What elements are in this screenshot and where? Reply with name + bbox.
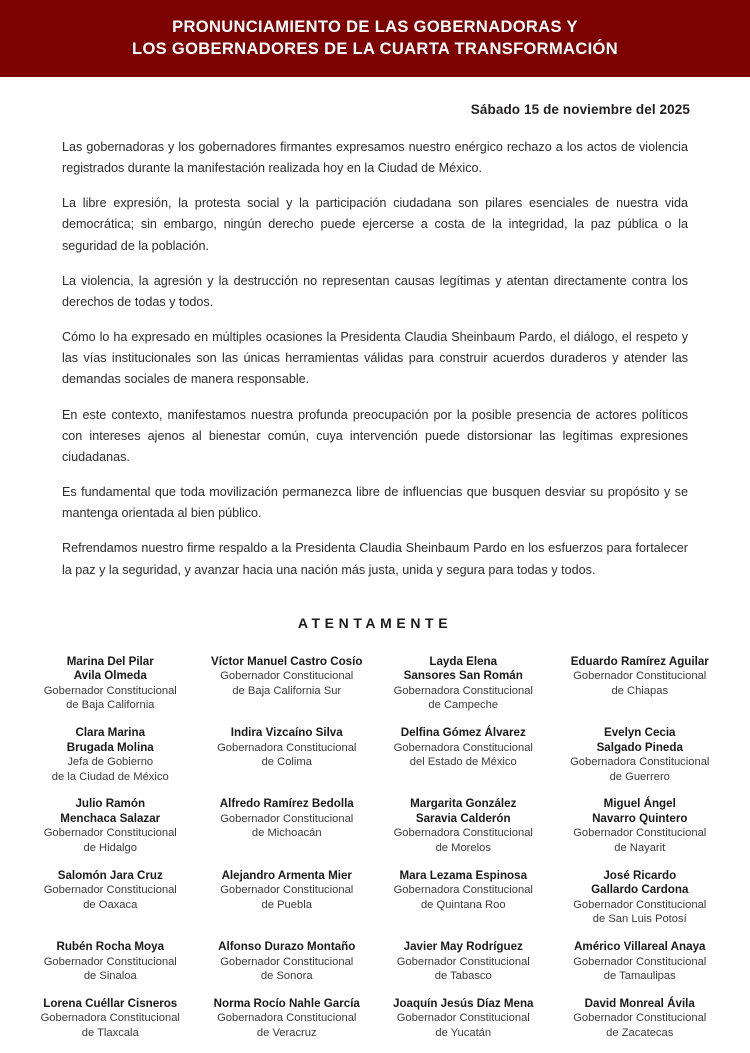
- signatory-cell: [552, 869, 729, 940]
- signatory-name-line-2: Sansores San Román: [403, 669, 523, 683]
- signatory-place: de Baja California: [66, 699, 155, 712]
- signatory-place: de Tamaulipas: [603, 970, 676, 983]
- signatory-name-line-1: José Ricardo: [603, 868, 677, 882]
- signatory-name-line-1: Evelyn Cecia: [603, 725, 676, 739]
- signatory-role: Gobernador Constitucional: [573, 955, 707, 968]
- signatory-name-line-1: Layda Elena: [429, 654, 498, 668]
- signatory-role: Gobernador Constitucional: [396, 955, 530, 968]
- signatory-place: de Quintana Roo: [420, 898, 506, 911]
- signatory-place: del Estado de México: [409, 756, 517, 769]
- signatory-place: de Nayarit: [614, 842, 666, 855]
- signatory-place: de Puebla: [261, 898, 312, 911]
- signatory-name-line-2: Gallardo Cardona: [591, 883, 689, 897]
- signatory-role: Gobernadora Constitucional: [570, 756, 710, 769]
- signatory-name-line-1: Alfredo Ramírez Bedolla: [219, 797, 354, 811]
- signatory-cell: [552, 797, 729, 868]
- signatory-name-line-1: Víctor Manuel Castro Cosío: [211, 654, 363, 668]
- signatory-cell: [199, 997, 376, 1053]
- signatory-role: Gobernador Constitucional: [396, 1012, 530, 1025]
- signatory-role: Gobernadora Constitucional: [393, 884, 533, 897]
- signatory-place: de Sinaloa: [83, 970, 137, 983]
- paragraph-1: Las gobernadoras y los gobernadores firmantes expresamos nuestro enérgico rechazo a los actos de violencia registrados durante la manifestación realizada hoy en la Ciudad de México.: [62, 140, 688, 176]
- signatory-cell: [375, 869, 552, 940]
- signatory-name-line-1: Mara Lezama Espinosa: [399, 868, 528, 882]
- signatory-name-line-2: Saravia Calderón: [415, 811, 511, 825]
- signatory-place: de San Luis Potosí: [592, 913, 687, 926]
- signatory-name-line-1: Indira Vizcaíno Silva: [230, 725, 343, 739]
- signatory-cell: [552, 726, 729, 797]
- signatory-name-line-1: Javier May Rodríguez: [403, 939, 523, 953]
- signatory-cell: [552, 997, 729, 1053]
- signatory-cell: [22, 940, 199, 997]
- signatory-place: de Morelos: [435, 842, 491, 855]
- document-title-line-1: PRONUNCIAMIENTO DE LAS GOBERNADORAS Y: [172, 17, 578, 36]
- signatory-name-line-2: Brugada Molina: [66, 740, 154, 754]
- signatory-place: de Zacatecas: [606, 1026, 674, 1039]
- signatory-name-line-1: David Monreal Ávila: [584, 996, 695, 1010]
- signatory-role: Gobernador Constitucional: [43, 684, 177, 697]
- signatory-role: Gobernador Constitucional: [220, 670, 354, 683]
- signatory-name-line-1: Clara Marina: [75, 725, 146, 739]
- signatory-name-line-1: Margarita González: [410, 797, 517, 811]
- signatory-role: Jefa de Gobierno: [67, 756, 154, 769]
- signatory-cell: [22, 726, 199, 797]
- signatory-role: Gobernadora Constitucional: [217, 1012, 357, 1025]
- signatory-cell: [199, 940, 376, 997]
- signatory-name-line-1: Eduardo Ramírez Aguilar: [570, 654, 709, 668]
- signatory-place: de Campeche: [428, 699, 499, 712]
- header-banner: [0, 0, 750, 77]
- date-row: [0, 77, 750, 119]
- signatory-role: Gobernador Constitucional: [573, 670, 707, 683]
- signatory-name-line-1: Alejandro Armenta Mier: [221, 868, 352, 882]
- signatories-grid: [0, 633, 750, 1053]
- signatory-place: de la Ciudad de México: [51, 770, 169, 783]
- signatory-name-line-1: Marina Del Pilar: [66, 654, 154, 668]
- signatory-cell: [552, 940, 729, 997]
- signatory-role: Gobernadora Constitucional: [40, 1012, 180, 1025]
- signatory-name-line-1: Rubén Rocha Moya: [56, 939, 165, 953]
- signatory-place: de Tabasco: [434, 970, 492, 983]
- document-date: Sábado 15 de noviembre del 2025: [470, 102, 690, 117]
- signatory-place: de Hidalgo: [83, 842, 137, 855]
- signatory-cell: [22, 869, 199, 940]
- signatory-place: de Chiapas: [611, 684, 669, 697]
- paragraph-6: Es fundamental que toda movilización permanezca libre de influencias que busquen desviar su propósito y se mantenga orientada al bien público.: [62, 485, 688, 521]
- signatory-role: Gobernadora Constitucional: [393, 684, 533, 697]
- closing-salutation: ATENTAMENTE: [297, 614, 453, 631]
- signatory-role: Gobernador Constitucional: [220, 812, 354, 825]
- signatory-place: de Guerrero: [609, 770, 670, 783]
- signatory-place: de Sonora: [260, 970, 313, 983]
- signatory-name-line-2: Navarro Quintero: [592, 811, 688, 825]
- signatory-cell: [552, 655, 729, 726]
- paragraph-7: Refrendamos nuestro firme respaldo a la Presidenta Claudia Sheinbaum Pardo en los esfuerzos para fortalecer la paz y la seguridad, y avanzar hacia una nación más justa, unida y segura para todas y todos.: [62, 541, 688, 577]
- signatory-name-line-1: Julio Ramón: [75, 797, 146, 811]
- signatory-place: de Tlaxcala: [81, 1026, 139, 1039]
- signatory-name-line-1: Lorena Cuéllar Cisneros: [43, 996, 178, 1010]
- signatory-role: Gobernador Constitucional: [573, 898, 707, 911]
- signatory-cell: [22, 655, 199, 726]
- signatory-place: de Yucatán: [435, 1026, 492, 1039]
- signatory-role: Gobernador Constitucional: [573, 1012, 707, 1025]
- body-copy: [0, 119, 750, 581]
- signatory-cell: [22, 797, 199, 868]
- signatory-name-line-2: Menchaca Salazar: [60, 811, 161, 825]
- signatory-cell: [199, 869, 376, 940]
- signatory-cell: [22, 997, 199, 1053]
- signatory-cell: [375, 655, 552, 726]
- document-title-line-2: LOS GOBERNADORES DE LA CUARTA TRANSFORMACIÓN: [132, 39, 618, 58]
- signatory-name-line-1: Salomón Jara Cruz: [57, 868, 163, 882]
- signatory-place: de Oaxaca: [83, 898, 138, 911]
- signatory-cell: [199, 797, 376, 868]
- signatory-role: Gobernadora Constitucional: [393, 741, 533, 754]
- signatory-cell: [375, 940, 552, 997]
- closing-row: [0, 581, 750, 633]
- signatory-role: Gobernador Constitucional: [220, 955, 354, 968]
- paragraph-4: Cómo lo ha expresado en múltiples ocasiones la Presidenta Claudia Sheinbaum Pardo, el diálogo, el respeto y las vías institucionales son las únicas herramientas válidas para construir acuerdos duraderos y atender las demandas sociales de manera responsable.: [62, 330, 688, 387]
- signatory-role: Gobernador Constitucional: [43, 827, 177, 840]
- signatory-place: de Colima: [261, 756, 312, 769]
- signatory-name-line-1: Delfina Gómez Álvarez: [400, 725, 526, 739]
- signatory-role: Gobernadora Constitucional: [393, 827, 533, 840]
- signatory-name-line-2: Salgado Pineda: [596, 740, 683, 754]
- signatory-role: Gobernador Constitucional: [43, 884, 177, 897]
- signatory-cell: [199, 726, 376, 797]
- signatory-name-line-1: Alfonso Durazo Montaño: [218, 939, 356, 953]
- paragraph-5: En este contexto, manifestamos nuestra profunda preocupación por la posible presencia de actores políticos con intereses ajenos al bienestar común, cuya intervención puede distorsionar las legítimas expresiones ciudadanas.: [62, 407, 688, 464]
- signatory-role: Gobernador Constitucional: [573, 827, 707, 840]
- signatory-cell: [375, 726, 552, 797]
- document-title: [132, 17, 618, 61]
- signatory-name-line-1: Américo Villareal Anaya: [574, 939, 706, 953]
- signatory-cell: [375, 997, 552, 1053]
- signatory-role: Gobernador Constitucional: [220, 884, 354, 897]
- signatory-name-line-2: Avila Olmeda: [73, 669, 147, 683]
- signatory-place: de Michoacán: [251, 827, 322, 840]
- signatory-role: Gobernadora Constitucional: [217, 741, 357, 754]
- signatory-cell: [199, 655, 376, 726]
- signatory-role: Gobernador Constitucional: [43, 955, 177, 968]
- signatory-name-line-1: Miguel Ángel: [603, 797, 676, 811]
- signatory-place: de Baja California Sur: [232, 684, 342, 697]
- signatory-place: de Veracruz: [256, 1026, 317, 1039]
- signatory-name-line-1: Norma Rocío Nahle García: [213, 996, 360, 1010]
- paragraph-3: La violencia, la agresión y la destrucción no representan causas legítimas y atentan directamente contra los derechos de todas y todos.: [62, 273, 688, 309]
- paragraph-2: La libre expresión, la protesta social y la participación ciudadana son pilares esenciales de nuestra vida democrática; sin embargo, ningún derecho puede ejercerse a costa de la integridad, la paz pública o la seguridad de la población.: [62, 196, 688, 253]
- signatory-cell: [375, 797, 552, 868]
- signatory-name-line-1: Joaquín Jesús Díaz Mena: [393, 996, 534, 1010]
